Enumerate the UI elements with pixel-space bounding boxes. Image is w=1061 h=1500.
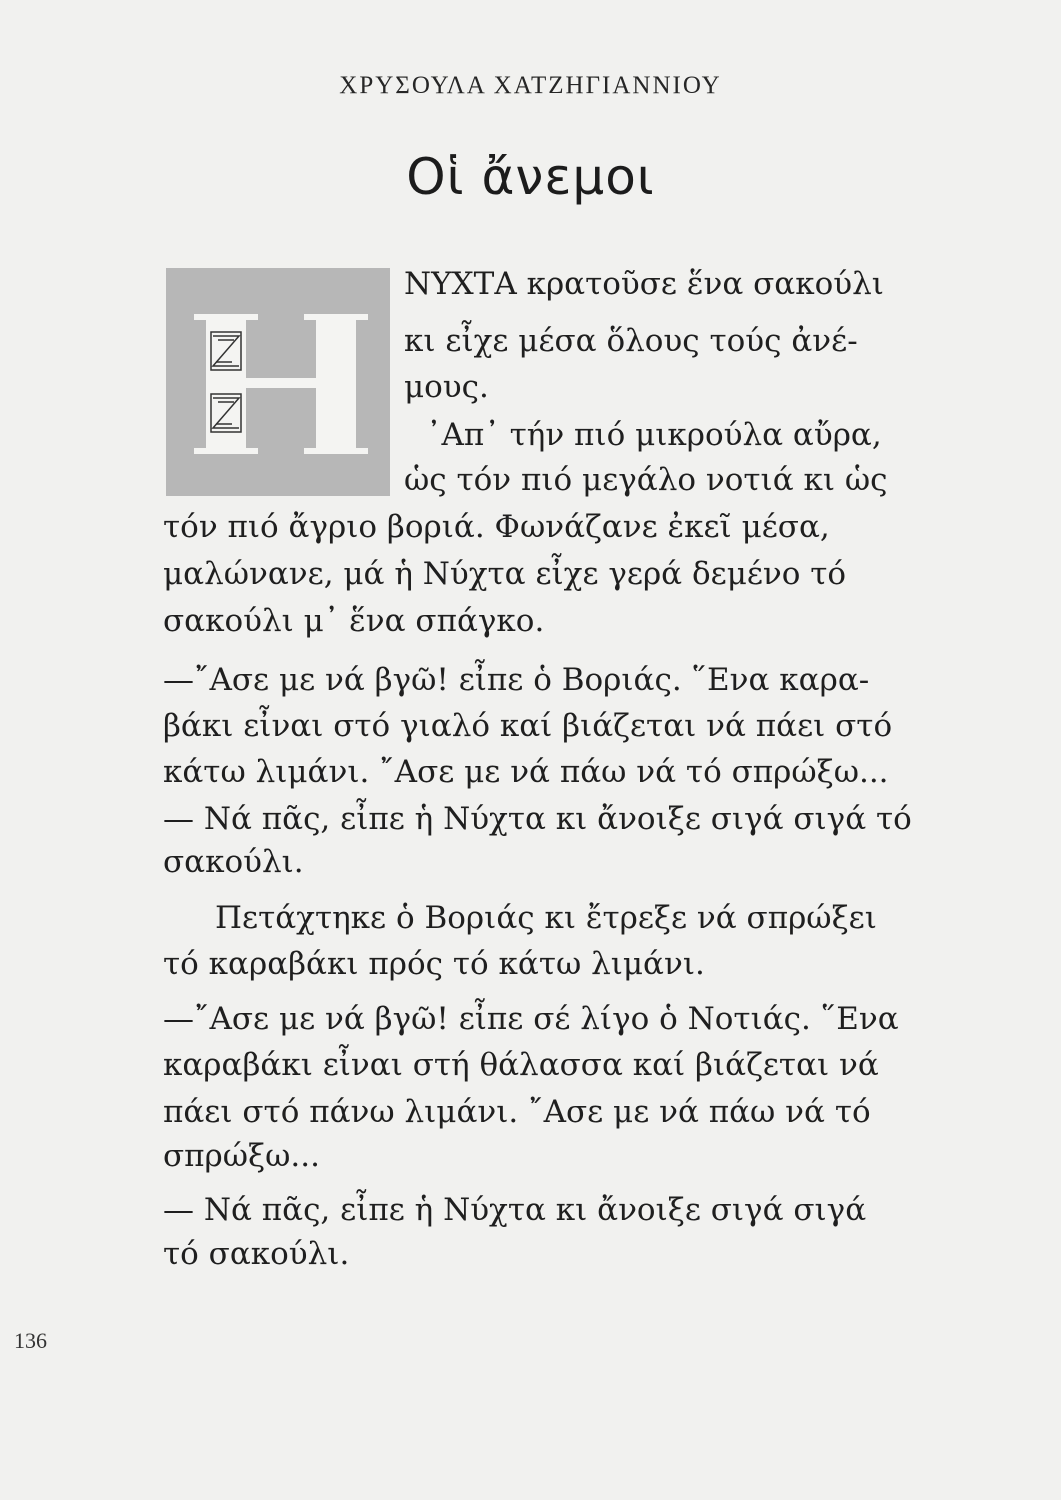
text-line: — Νά πᾶς, εἶπε ἡ Νύχτα κι ἄνοιξε σιγά σιγά	[163, 1192, 867, 1228]
text-line: σακούλι μ᾽ ἕνα σπάγκο.	[163, 603, 545, 639]
text-line: καραβάκι εἶναι στή θάλασσα καί βιάζεται νά	[163, 1047, 879, 1083]
text-line: σακούλι.	[163, 844, 304, 880]
text-line: κάτω λιμάνι. ῎Ασε με νά πάω νά τό σπρώξω...	[163, 754, 889, 790]
text-line: —῎Ασε με νά βγῶ! εἶπε ὁ Βοριάς. ῞Ενα καρα-	[163, 662, 870, 698]
text-line: Πετάχτηκε ὁ Βοριάς κι ἔτρεξε νά σπρώξει	[215, 900, 877, 936]
story-title: Οἱ ἄνεμοι	[406, 148, 655, 206]
running-head-author: ΧΡΥΣΟΥΛΑ ΧΑΤΖΗΓΙΑΝΝΙΟΥ	[339, 72, 722, 99]
text-line: μαλώνανε, μά ἡ Νύχτα εἶχε γερά δεμένο τό	[163, 556, 847, 592]
drop-cap-initial	[166, 268, 390, 496]
text-line: ὡς τόν πιό μεγάλο νοτιά κι ὡς	[404, 462, 888, 498]
text-line: τόν πιό ἄγριο βοριά. Φωνάζανε ἐκεῖ μέσα,	[163, 509, 830, 545]
text-line: ᾽Απ᾽ τήν πιό μικρούλα αὔρα,	[426, 417, 882, 453]
text-line: τό καραβάκι πρός τό κάτω λιμάνι.	[163, 946, 705, 982]
text-line: βάκι εἶναι στό γιαλό καί βιάζεται νά πάει στό	[163, 708, 893, 744]
text-line: πάει στό πάνω λιμάνι. ῎Ασε με νά πάω νά τό	[163, 1094, 871, 1130]
page-number: 136	[14, 1328, 47, 1353]
text-line: κι εἶχε μέσα ὅλους τούς ἀνέ-	[404, 323, 858, 359]
text-line: — Νά πᾶς, εἶπε ἡ Νύχτα κι ἄνοιξε σιγά σιγά τό	[163, 801, 912, 837]
text-line: ΝΥΧΤΑ κρατοῦσε ἕνα σακούλι	[404, 266, 884, 302]
text-line: μους.	[404, 369, 489, 405]
text-line: σπρώξω...	[163, 1138, 320, 1174]
drop-cap-letter-image	[166, 268, 390, 496]
text-line: τό σακούλι.	[163, 1236, 350, 1272]
text-line: —῎Ασε με νά βγῶ! εἶπε σέ λίγο ὁ Νοτιάς. ῞Ενα	[163, 1001, 899, 1037]
